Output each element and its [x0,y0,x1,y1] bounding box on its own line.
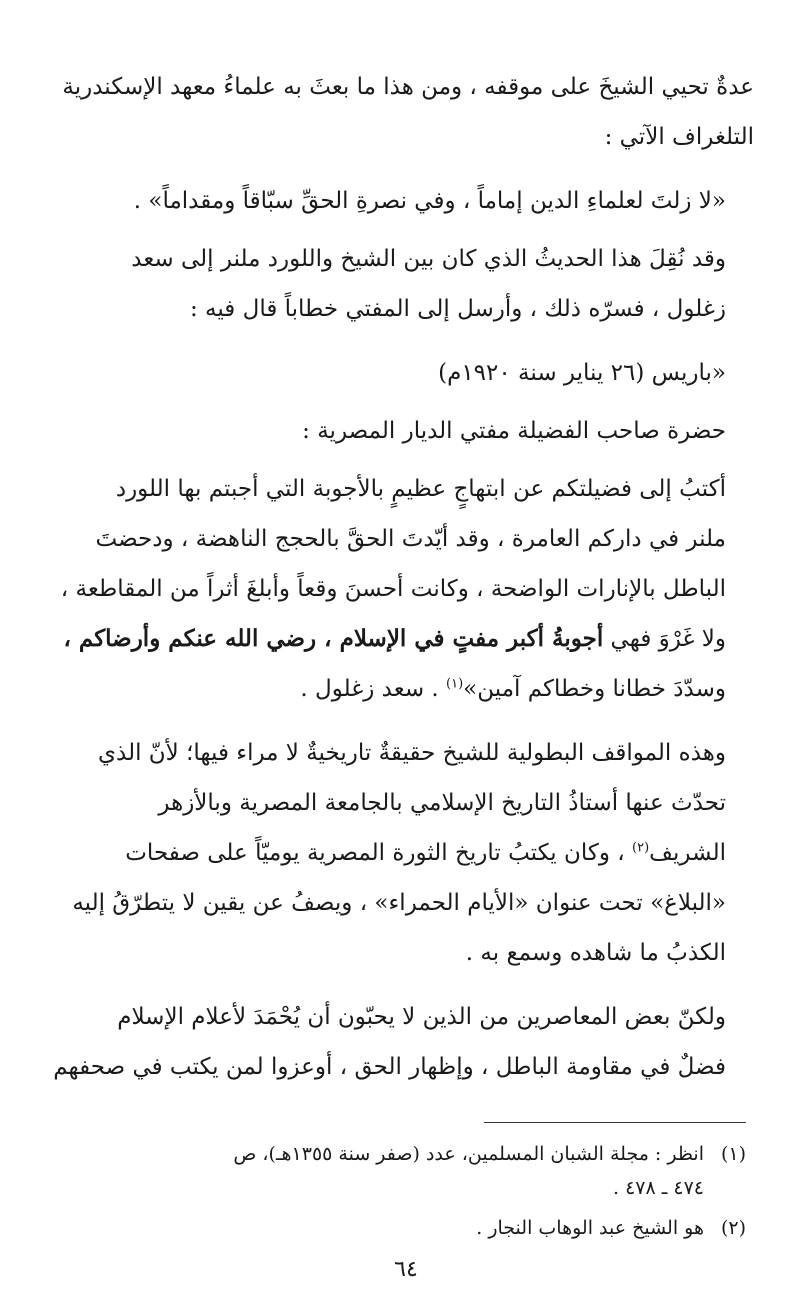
footnote-text [58,1211,704,1245]
text-line: «البلاغ» تحت عنوان «الأيام الحمراء» ، ويصفُ عن يقين لا يتطرّقُ إليه [72,890,726,916]
footnote-ref-1[interactable]: (١) [446,676,464,692]
paragraph-telegram-intro [58,62,754,162]
bold-text: أجوبةُ أكبر مفتٍ في الإسلام ، رضي الله عنكم وأرضاكم ، [63,625,604,652]
paragraph-telegram-quote [58,176,754,226]
text-line [58,614,754,664]
footnote-2 [58,1211,746,1245]
footnote-1 [58,1137,746,1205]
footnote-number: (١) [720,1143,746,1165]
text-line: حضرة صاحب الفضيلة مفتي الديار المصرية : [302,418,726,444]
text-line [58,664,754,714]
text-line: وهذه المواقف البطولية للشيخ حقيقةٌ تاريخيةٌ لا مراء فيها؛ لأنّ الذي [98,740,726,766]
paragraph-letter-date [58,348,754,398]
text-line: الباطل بالإنارات الواضحة ، وكانت أحسنَ وقعاً وأبلغَ أثراً من المقاطعة ، [60,576,726,602]
text-line: الكذبُ ما شاهده وسمع به . [465,940,726,966]
text-line: أكتبُ إلى فضيلتكم عن ابتهاجٍ عظيمٍ بالأجوبة التي أجبتم بها اللورد [115,476,726,502]
footnote-text [58,1137,704,1205]
paragraph-letter-body [58,464,754,714]
text-line: عدةٌ تحيي الشيخَ على موقفه ، ومن هذا ما بعثَ به علماءُ معهد الإسكندرية [62,74,754,100]
paragraph-historical-fact [58,728,754,978]
text-line: انظر : مجلة الشبان المسلمين، عدد (صفر سنة ١٣٥٥هـ)، ص [233,1143,704,1165]
text-line: «باريس (٢٦ يناير سنة ١٩٢٠م) [438,360,726,386]
text-line: فضلٌ في مقاومة الباطل ، وإظهار الحق ، أوعزوا لمن يكتب في صحفهم [53,1054,726,1080]
book-page [53,62,754,1282]
text-line: ٤٧٤ ـ ٤٧٨ . [613,1177,704,1199]
text-line [58,828,754,878]
text-line: زغلول ، فسرّه ذلك ، وأرسل إلى المفتي خطاباً قال فيه : [189,296,726,322]
footnote-divider [484,1122,746,1123]
page-number: ٦٤ [394,1257,418,1282]
paragraph-contemporaries [53,992,754,1092]
text-line: «لا زلتَ لعلماءِ الدين إماماً ، وفي نصرةِ الحقِّ سبّاقاً ومقداماً» . [133,188,726,214]
text-segment: ولا غَرْوَ فهي [603,626,726,652]
text-line: هو الشيخ عبد الوهاب النجار . [476,1217,704,1239]
footnote-number: (٢) [720,1217,746,1239]
text-segment: ، وكان يكتبُ تاريخ الثورة المصرية يوميّاً على صفحات [125,840,633,866]
paragraph-conversation [58,234,754,334]
text-segment: الشريف [649,840,726,866]
text-line: تحدّث عنها أستاذُ التاريخ الإسلامي بالجامعة المصرية وبالأزهر [158,790,726,816]
text-line: ولكنّ بعض المعاصرين من الذين لا يحبّون أن يُحْمَدَ لأعلام الإسلام [117,1004,726,1030]
text-segment: وسدّدَ خطانا وخطاكم آمين» [463,676,726,702]
paragraph-letter-salutation [58,406,754,456]
footnote-ref-2[interactable]: (٢) [632,840,650,856]
text-line: وقد نُقِلَ هذا الحديثُ الذي كان بين الشيخ واللورد ملنر إلى سعد [131,246,726,272]
text-segment: . سعد زغلول . [300,676,447,702]
text-line: ملنر في داركم العامرة ، وقد أيّدتَ الحقَّ بالحجج الناهضة ، ودحضتَ [95,526,726,552]
text-line: التلغراف الآتي : [604,124,754,150]
